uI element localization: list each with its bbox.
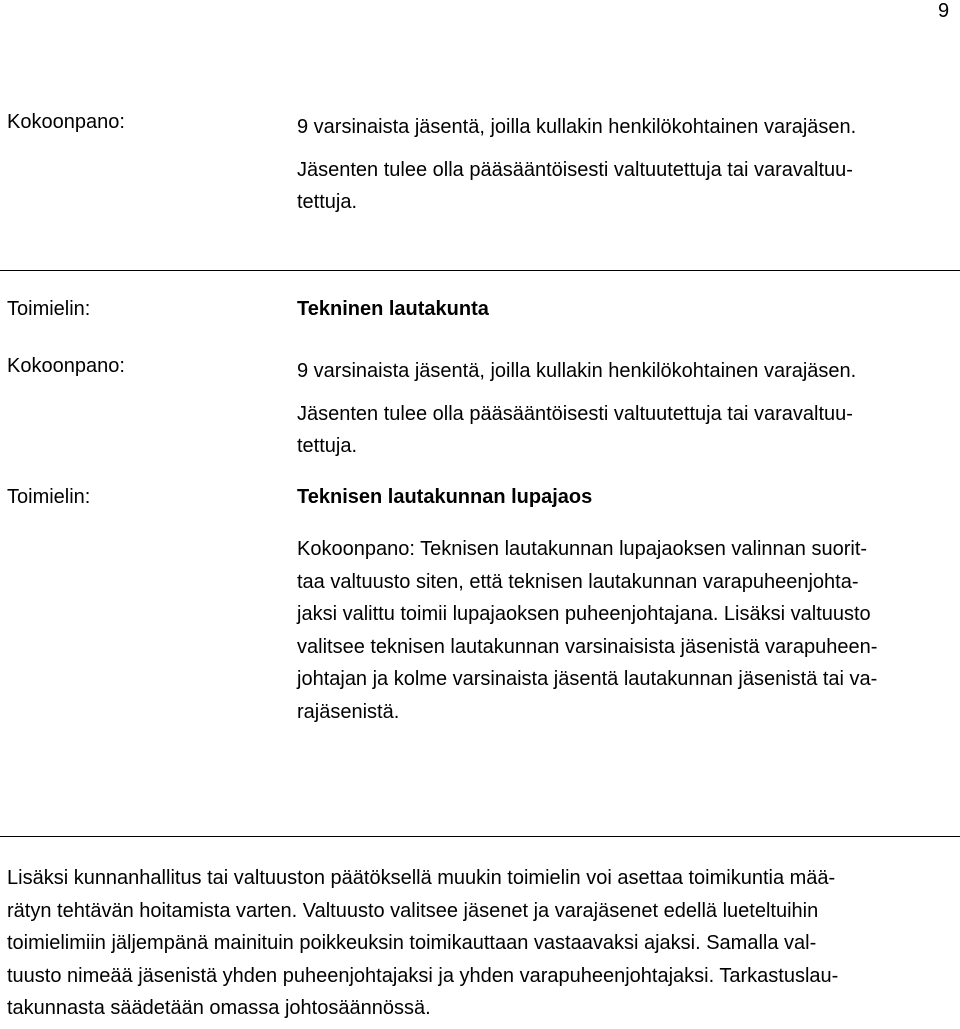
divider-2	[0, 836, 960, 837]
toimielin-value-tekninen-lautakunta: Tekninen lautakunta	[297, 298, 489, 320]
toimielin-label-1: Toimielin:	[7, 298, 91, 320]
kokoonpano-value-2	[297, 355, 856, 462]
text-line: toimielimiin jäljempänä mainituin poikkeuksin toimikauttaan vastaavaksi ajaksi. Samalla val-	[7, 932, 817, 954]
page-number: 9	[938, 0, 950, 22]
lupajaos-paragraph	[297, 533, 877, 728]
text-line: rätyn tehtävän hoitamista varten. Valtuusto valitsee jäsenet ja varajäsenet edellä lueteltuihin	[7, 899, 819, 922]
kokoonpano-label-1: Kokoonpano:	[7, 111, 125, 133]
text-line: tettuja.	[297, 435, 358, 457]
text-line: rajäsenistä.	[297, 700, 400, 723]
toimielin-label-2: Toimielin:	[7, 486, 91, 508]
kokoonpano-label-2: Kokoonpano:	[7, 355, 125, 377]
text-line: tettuja.	[297, 191, 358, 213]
text-line: valitsee teknisen lautakunnan varsinaisista jäsenistä varapuheen-	[297, 635, 878, 658]
text-line: johtajan ja kolme varsinaista jäsentä lautakunnan jäsenistä tai va-	[297, 668, 878, 690]
text-line: Jäsenten tulee olla pääsääntöisesti valtuutettuja tai varavaltuu-	[297, 159, 853, 181]
text-line: Kokoonpano: Teknisen lautakunnan lupajaoksen valinnan suorit-	[297, 538, 868, 560]
text-line: Lisäksi kunnanhallitus tai valtuuston päätöksellä muukin toimielin voi asettaa toimikuntia mää-	[7, 867, 836, 889]
text-line: takunnasta säädetään omassa johtosäännössä.	[7, 997, 431, 1019]
text-line: Jäsenten tulee olla pääsääntöisesti valtuutettuja tai varavaltuu-	[297, 403, 853, 425]
divider-1	[0, 270, 960, 271]
kokoonpano-value-1	[297, 111, 856, 218]
text-line: 9 varsinaista jäsentä, joilla kullakin henkilökohtainen varajäsen.	[297, 116, 857, 138]
footer-paragraph	[7, 862, 838, 1025]
text-line: taa valtuusto siten, että teknisen lautakunnan varapuheenjohta-	[297, 570, 859, 593]
text-line: tuusto nimeää jäsenistä yhden puheenjohtajaksi ja yhden varapuheenjohtajaksi. Tarkastuslau-	[7, 964, 839, 987]
text-line: jaksi valittu toimii lupajaoksen puheenjohtajana. Lisäksi valtuusto	[297, 603, 871, 625]
toimielin-value-lupajaos: Teknisen lautakunnan lupajaos	[297, 486, 593, 508]
text-line: 9 varsinaista jäsentä, joilla kullakin henkilökohtainen varajäsen.	[297, 360, 857, 382]
